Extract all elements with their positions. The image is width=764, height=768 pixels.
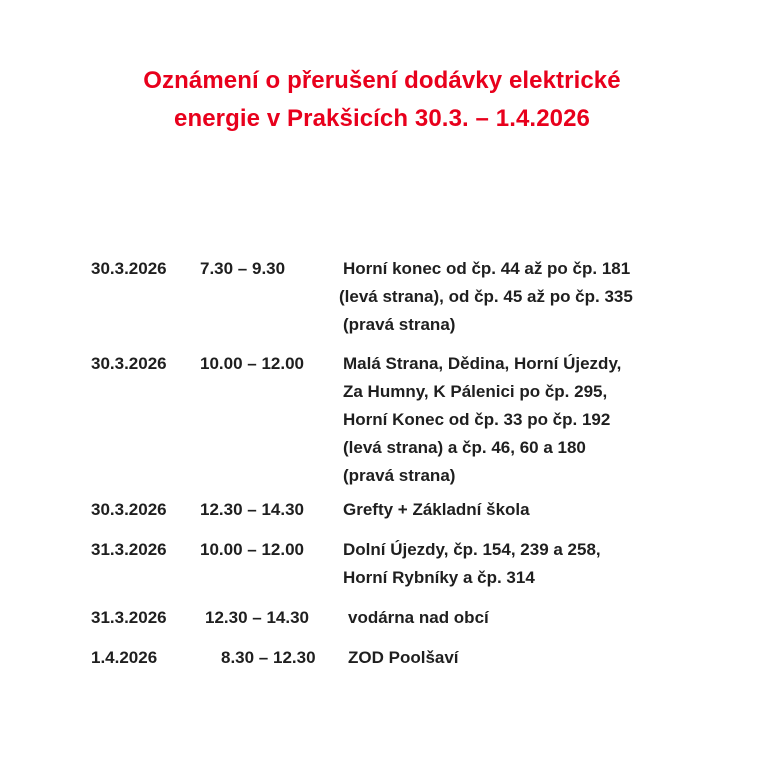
notice-title-line-2: energie v Prakšicích 30.3. – 1.4.2026 [174, 105, 590, 132]
schedule-time: 12.30 – 14.30 [205, 608, 309, 627]
description-line: Grefty + Základní škola [343, 500, 530, 519]
schedule-date: 31.3.2026 [91, 608, 167, 627]
description-line: ZOD Poolšaví [348, 648, 459, 667]
notice-title [0, 62, 764, 138]
description-line: Malá Strana, Dědina, Horní Újezdy, [343, 354, 622, 373]
description-line: vodárna nad obcí [348, 608, 489, 627]
schedule-date: 30.3.2026 [91, 354, 167, 373]
description-line: Horní Konec od čp. 33 po čp. 192 [343, 410, 611, 429]
schedule-time: 8.30 – 12.30 [221, 648, 316, 667]
schedule-time: 12.30 – 14.30 [200, 500, 304, 519]
schedule-time: 10.00 – 12.00 [200, 540, 304, 559]
schedule-date: 31.3.2026 [91, 540, 167, 559]
description-line: Horní konec od čp. 44 až po čp. 181 [343, 259, 631, 278]
description-line: Dolní Újezdy, čp. 154, 239 a 258, [343, 540, 601, 559]
description-line: (levá strana), od čp. 45 až po čp. 335 [339, 287, 633, 306]
schedule-time: 10.00 – 12.00 [200, 354, 304, 373]
notice-title-line-1: Oznámení o přerušení dodávky elektrické [143, 67, 621, 94]
description-line: (pravá strana) [343, 315, 456, 334]
description-line: Za Humny, K Pálenici po čp. 295, [343, 382, 608, 401]
description-line: Horní Rybníky a čp. 314 [343, 568, 535, 587]
description-line: (levá strana) a čp. 46, 60 a 180 [343, 438, 586, 457]
description-line: (pravá strana) [343, 466, 456, 485]
schedule-date: 30.3.2026 [91, 259, 167, 278]
schedule-date: 1.4.2026 [91, 648, 158, 667]
schedule-date: 30.3.2026 [91, 500, 167, 519]
schedule-time: 7.30 – 9.30 [200, 259, 286, 278]
